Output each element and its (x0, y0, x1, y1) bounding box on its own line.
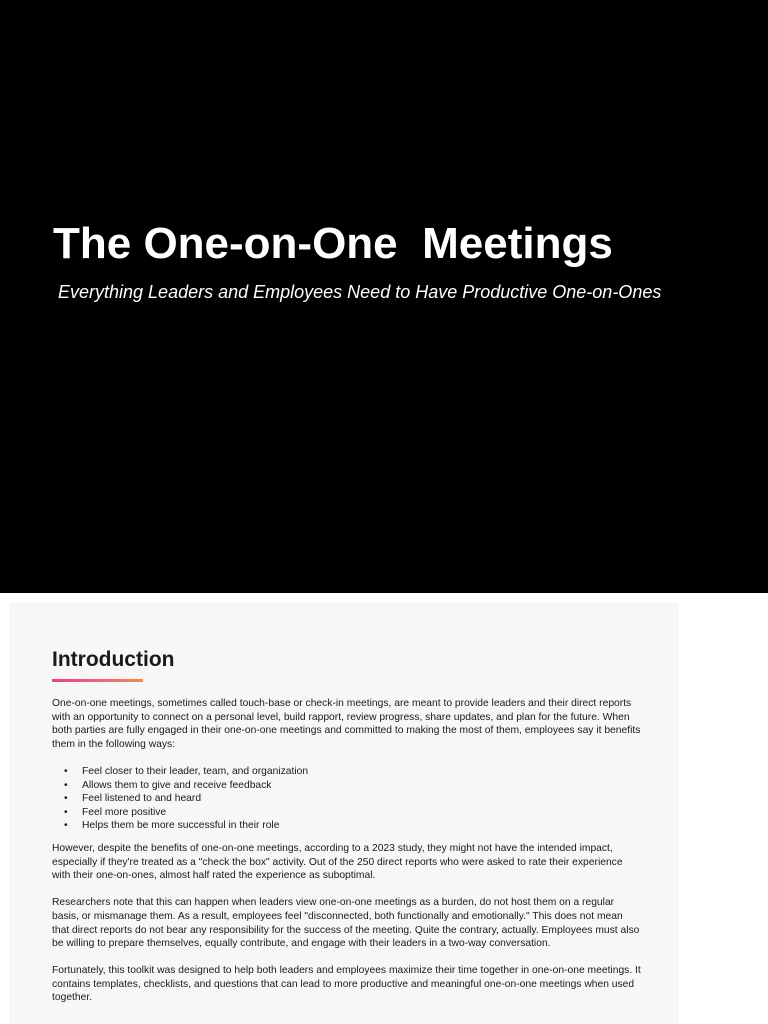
heading-accent-rule (52, 679, 143, 682)
bullet-icon: • (64, 793, 68, 805)
study-paragraph: However, despite the benefits of one-on-one meetings, according to a 2023 study, they might not have the intended impact, especially if they're treated as a "check the box" activity. Out of the 250 direct reports who were asked to rate their experience with their one-on-ones, almost half rated the experience as suboptimal. (52, 842, 623, 882)
list-item: • Helps them be more successful in their role (64, 820, 280, 832)
intro-paragraph: One-on-one meetings, sometimes called touch-base or check-in meetings, are meant to provide leaders and their direct reports with an opportunity to connect on a personal level, build rapport, review progress, share updates, and plan for the future. When both parties are fully engaged in their one-on-one meetings and committed to making the most of them, employees say it benefits them in the following ways: (52, 698, 641, 750)
bullet-icon: • (64, 779, 68, 791)
document-title: The One-on-One Meetings (53, 219, 613, 268)
bullet-icon: • (64, 820, 68, 832)
toolkit-paragraph: Fortunately, this toolkit was designed to help both leaders and employees maximize their time together in one-on-one meetings. It contains templates, checklists, and questions that can lead to more productive and meaningful one-on-one meetings when used together. (52, 965, 641, 1004)
list-item: • Feel more positive (64, 806, 167, 818)
bullet-icon: • (64, 806, 68, 818)
section-heading: Introduction (52, 648, 175, 671)
section-body (52, 697, 642, 1019)
research-paragraph: Researchers note that this can happen when leaders view one-on-one meetings as a burden, do not host them on a regular basis, or mismanage them. As a result, employees feel "disconnected, both functionally and emotionally." This does not mean that direct reports do not bear any responsibility for the success of the meeting. Quite the contrary, actually. Employees must also be willing to prepare themselves, equally contribute, and engage with their leaders in a two-way conversation. (52, 897, 640, 950)
list-item: • Feel listened to and heard (64, 793, 202, 805)
list-item: • Allows them to give and receive feedback (64, 779, 272, 791)
bullet-icon: • (64, 765, 68, 777)
introduction-page (9, 603, 679, 1024)
benefits-list (52, 765, 642, 833)
list-item: • Feel closer to their leader, team, and organization (64, 765, 309, 777)
document-subtitle: Everything Leaders and Employees Need to Have Productive One-on-Ones (58, 282, 662, 302)
